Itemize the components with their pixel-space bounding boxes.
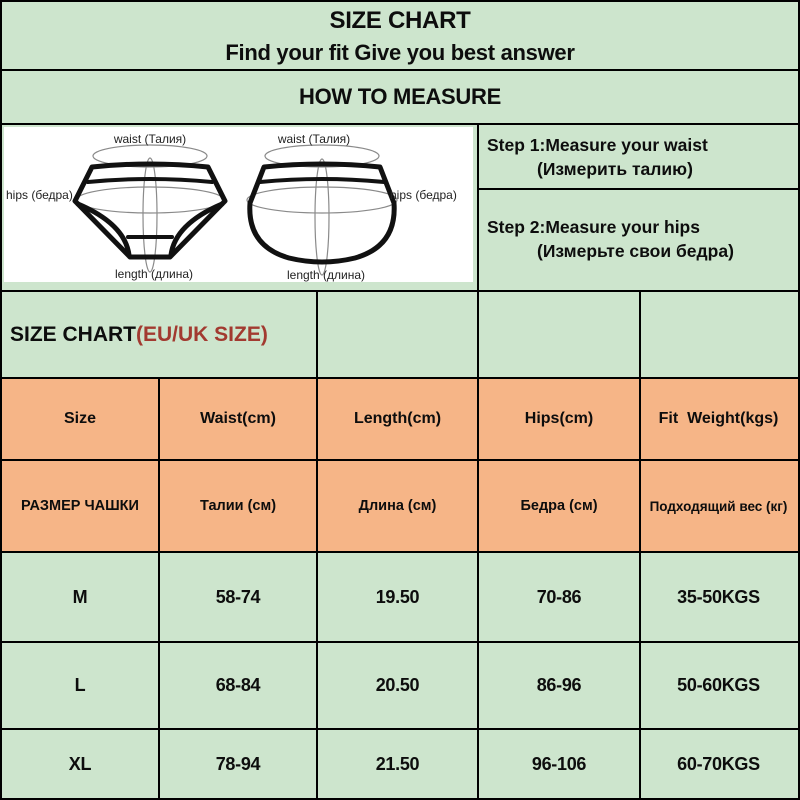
- waist-label-right: waist (Талия): [277, 132, 351, 146]
- hips-value: 86-96: [477, 643, 639, 728]
- col-header-size: Size: [63, 410, 96, 427]
- table-row-m: [2, 551, 798, 641]
- hips-value: 70-86: [477, 553, 639, 641]
- step-1-text: Step 1:Measure your waist: [487, 134, 708, 155]
- table-header-en: [2, 377, 798, 459]
- measure-diagram-area: [2, 125, 477, 290]
- col-header-length-ru: Длина (см): [316, 461, 477, 551]
- size-chart-title-black: SIZE CHART: [10, 322, 136, 346]
- col-header-size-ru: РАЗМЕР ЧАШКИ: [21, 498, 139, 514]
- step-1-text-ru: (Измерить талию): [537, 158, 693, 179]
- col-header-weight: Fit Weight(kgs): [639, 379, 796, 459]
- waist-value: 58-74: [158, 553, 316, 641]
- table-header-ru: [2, 459, 798, 551]
- length-value: 21.50: [316, 730, 477, 798]
- hips-label-left: hips (бедра): [6, 188, 73, 202]
- weight-value: 50-60KGS: [639, 643, 796, 728]
- how-to-measure-heading: HOW TO MEASURE: [299, 84, 501, 109]
- measure-steps: [477, 125, 798, 290]
- col-header-hips-ru: Бедра (см): [477, 461, 639, 551]
- empty-cell: [477, 292, 639, 377]
- waist-label-left: waist (Талия): [113, 132, 187, 146]
- col-header-weight-ru: Подходящий вес (кг): [639, 461, 796, 551]
- size-value: L: [74, 675, 86, 695]
- size-value: M: [72, 586, 88, 607]
- col-header-waist: Waist(cm): [158, 379, 316, 459]
- weight-value: 60-70KGS: [639, 730, 796, 798]
- col-header-length: Length(cm): [316, 379, 477, 459]
- hips-value: 96-106: [477, 730, 639, 798]
- length-value: 20.50: [316, 643, 477, 728]
- page-subtitle: Find your fit Give you best answer: [225, 40, 575, 65]
- size-chart-title: [2, 292, 316, 377]
- table-row-xl: [2, 728, 798, 798]
- measure-section: [2, 123, 798, 290]
- col-header-waist-ru: Талии (см): [158, 461, 316, 551]
- step-2-text: Step 2:Measure your hips: [487, 217, 700, 237]
- empty-cell: [639, 292, 796, 377]
- page-title: SIZE CHART: [329, 7, 471, 34]
- hips-label-right: hips (бедра): [390, 188, 457, 202]
- waist-value: 78-94: [158, 730, 316, 798]
- col-header-hips: Hips(cm): [477, 379, 639, 459]
- step-2-text-ru: (Измерьте свои бедра): [537, 241, 734, 261]
- weight-value: 35-50KGS: [639, 553, 796, 641]
- how-to-measure-row: [2, 69, 798, 123]
- length-value: 19.50: [316, 553, 477, 641]
- size-chart-title-red: (EU/UK SIZE): [136, 322, 268, 346]
- waist-value: 68-84: [158, 643, 316, 728]
- length-label-right: length (длина): [286, 268, 366, 282]
- empty-cell: [316, 292, 477, 377]
- title-block: [2, 2, 798, 69]
- step-2: [479, 190, 798, 288]
- panties-diagram-svg: [4, 127, 473, 282]
- step-1: [479, 125, 798, 190]
- table-row-l: [2, 641, 798, 728]
- length-label-left: length (длина): [114, 267, 194, 281]
- size-value: XL: [68, 753, 92, 774]
- size-chart-title-row: [2, 290, 798, 377]
- diagram-panel: [4, 127, 473, 282]
